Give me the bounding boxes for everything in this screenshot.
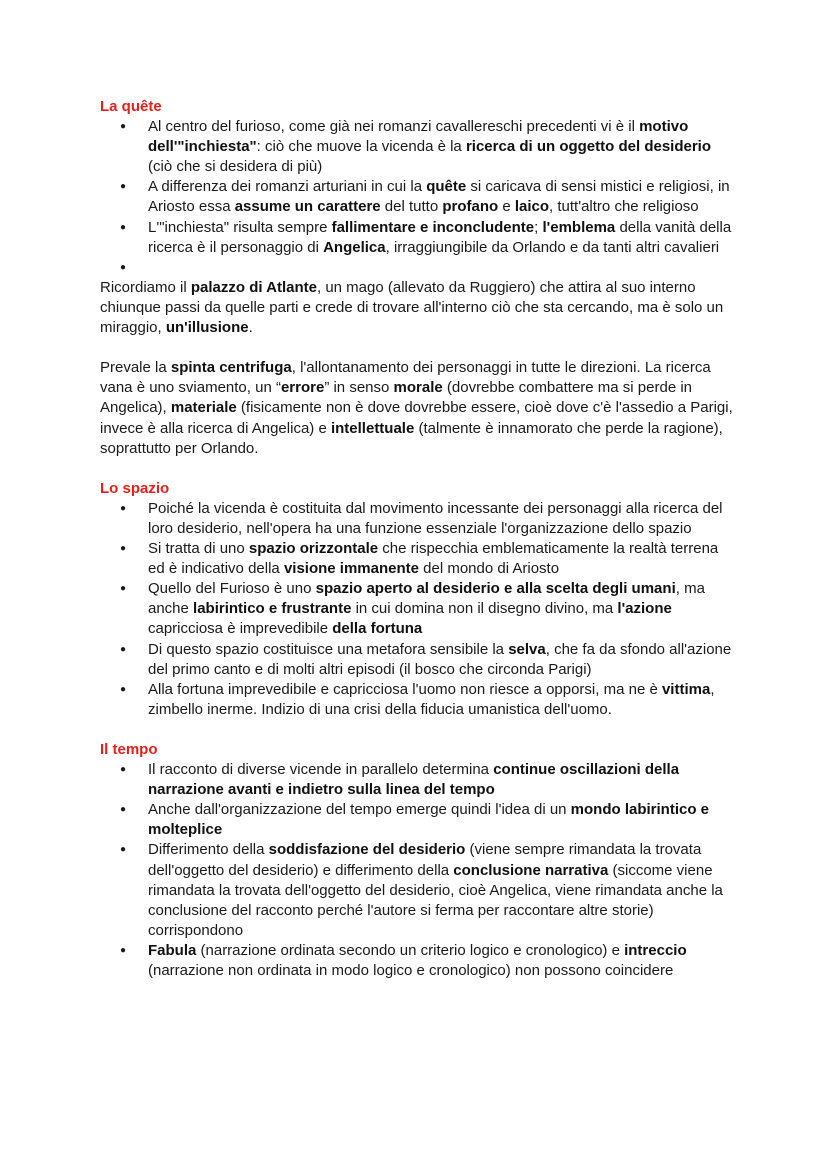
text: della vanità della ricerca è il personaggio di: [148, 218, 732, 256]
list-item: [100, 680, 734, 720]
text: si caricava di sensi mistici e religiosi, in Ariosto essa: [148, 178, 730, 216]
paragraph: [100, 358, 734, 458]
list-item: [100, 539, 734, 579]
text: , ma anche: [148, 580, 705, 618]
text: Al centro del furioso, come già nei romanzi cavallereschi precedenti vi è il: [148, 118, 640, 136]
text: (siccome viene rimandata la trovata dell'oggetto del desiderio, cioè Angelica, viene rimandata anche la conclusione del racconto perché l'autore si ferma per raccontare altre storie) corrispondono: [148, 861, 723, 939]
bold-text: l'azione: [617, 600, 672, 618]
section-heading: Lo spazio: [100, 479, 170, 497]
bold-text: conclusione narrativa: [453, 861, 609, 879]
text: A differenza dei romanzi arturiani in cui la: [148, 178, 427, 196]
list-item: [100, 941, 734, 981]
blank-line: [100, 720, 734, 740]
bold-text: intellettuale: [330, 419, 415, 437]
text: , l'allontanamento dei personaggi in tutte le direzioni. La ricerca vana è uno sviamento, un “: [100, 359, 711, 397]
text: ;: [534, 218, 543, 236]
text: , zimbello inerme. Indizio di una crisi della fiducia umanistica dell'uomo.: [148, 680, 715, 718]
text: L'"inchiesta" risulta sempre: [148, 218, 332, 236]
bold-text: visione immanente: [283, 560, 419, 578]
bold-text: l'emblema: [542, 218, 616, 236]
document-page: [100, 97, 734, 981]
text: del mondo di Ariosto: [418, 560, 560, 578]
text: Quello del Furioso è uno: [148, 580, 316, 598]
list-item: [100, 800, 734, 840]
bullet-list: [100, 760, 734, 981]
bold-text: spazio orizzontale: [248, 540, 379, 558]
bold-text: assume un carattere: [234, 198, 381, 216]
blank-line: [100, 459, 734, 479]
text: Il racconto di diverse vicende in parallelo determina: [148, 761, 494, 779]
bold-text: spazio aperto al desiderio e alla scelta degli umani: [315, 580, 676, 598]
text: che rispecchia emblematicamente la realtà terrena ed è indicativo della: [148, 540, 719, 578]
list-item: [100, 258, 734, 278]
bold-text: intreccio: [624, 941, 687, 959]
text: del tutto: [380, 198, 443, 216]
paragraph: [100, 278, 734, 338]
text: Differimento della: [148, 841, 269, 859]
list-item: [100, 177, 734, 217]
section-heading: Il tempo: [100, 741, 158, 758]
bullet-list: [100, 499, 734, 720]
bold-text: spinta centrifuga: [170, 359, 292, 377]
bullet-list: [100, 117, 734, 278]
text: in cui domina non il disegno divino, ma: [351, 600, 618, 618]
bold-text: soddisfazione del desiderio: [268, 841, 466, 859]
text: (fisicamente non è dove dovrebbe essere, cioè dove c'è l'assedio a Parigi, invece è alla ricerca di Angelica) e: [100, 399, 733, 437]
bold-text: ricerca di un oggetto del desiderio: [465, 138, 711, 156]
text: , tutt'altro che religioso: [549, 198, 699, 216]
text: Alla fortuna imprevedibile e capricciosa l'uomo non riesce a opporsi, ma ne è: [148, 680, 662, 698]
text: Poiché la vicenda è costituita dal movimento incessante dei personaggi alla ricerca del loro desiderio, nell'opera ha una funzione essenziale l'organizzazione dello spazio: [148, 499, 723, 537]
text: Ricordiamo il: [100, 278, 191, 296]
bold-text: vittima: [661, 680, 711, 698]
section-heading: La quête: [100, 98, 162, 115]
text: , che fa da sfondo all'azione del primo canto e di molti altri episodi (il bosco che circonda Parigi): [148, 640, 732, 678]
bold-text: laico: [514, 198, 550, 216]
text: ” in senso: [324, 379, 394, 397]
bold-text: Fabula: [148, 941, 197, 959]
bold-text: mondo labirintico e molteplice: [148, 801, 710, 839]
text: capricciosa è imprevedibile: [148, 620, 333, 638]
text: , un mago (allevato da Ruggiero) che attira al suo interno chiunque passi da quelle parti e crede di trovare all'interno ciò che sta cercando, ma è solo un miraggio,: [100, 278, 724, 337]
bold-text: motivo dell'"inchiesta": [148, 118, 689, 156]
list-item: [100, 640, 734, 680]
text: (dovrebbe combattere ma si perde in Angelica),: [100, 379, 693, 417]
bold-text: profano: [442, 198, 499, 216]
text: : ciò che muove la vicenda è la: [256, 138, 466, 156]
text: (narrazione ordinata secondo un criterio logico e cronologico) e: [196, 941, 625, 959]
text: , irraggiungibile da Orlando e da tanti altri cavalieri: [385, 238, 720, 256]
list-item: [100, 579, 734, 639]
list-item: [100, 499, 734, 539]
list-item: [100, 218, 734, 258]
bold-text: selva: [508, 640, 546, 658]
bold-text: morale: [393, 379, 443, 397]
text: (viene sempre rimandata la trovata dell'oggetto del desiderio) e differimento della: [148, 841, 702, 879]
bold-text: continue oscillazioni della narrazione avanti e indietro sulla linea del tempo: [148, 761, 680, 799]
bold-text: errore: [280, 379, 325, 397]
list-item: [100, 117, 734, 177]
text: (narrazione non ordinata in modo logico e cronologico) non possono coincidere: [148, 962, 674, 980]
text: .: [248, 319, 253, 337]
blank-line: [100, 338, 734, 358]
text: (ciò che si desidera di più): [148, 158, 323, 176]
text: Si tratta di uno: [148, 540, 249, 558]
text: e: [498, 198, 515, 216]
text: Anche dall'organizzazione del tempo emerge quindi l'idea di un: [148, 801, 571, 819]
list-item: [100, 840, 734, 940]
bold-text: materiale: [170, 399, 237, 417]
list-item: [100, 760, 734, 800]
bold-text: palazzo di Atlante: [190, 278, 317, 296]
bold-text: della fortuna: [332, 620, 423, 638]
bold-text: fallimentare e inconcludente: [331, 218, 535, 236]
bold-text: Angelica: [323, 238, 386, 256]
bold-text: un'illusione: [165, 319, 249, 337]
bold-text: quête: [426, 178, 467, 196]
bold-text: labirintico e frustrante: [193, 600, 352, 618]
text: Prevale la: [100, 359, 171, 377]
text: Di questo spazio costituisce una metafora sensibile la: [148, 640, 509, 658]
text: (talmente è innamorato che perde la ragione), soprattutto per Orlando.: [100, 419, 723, 457]
